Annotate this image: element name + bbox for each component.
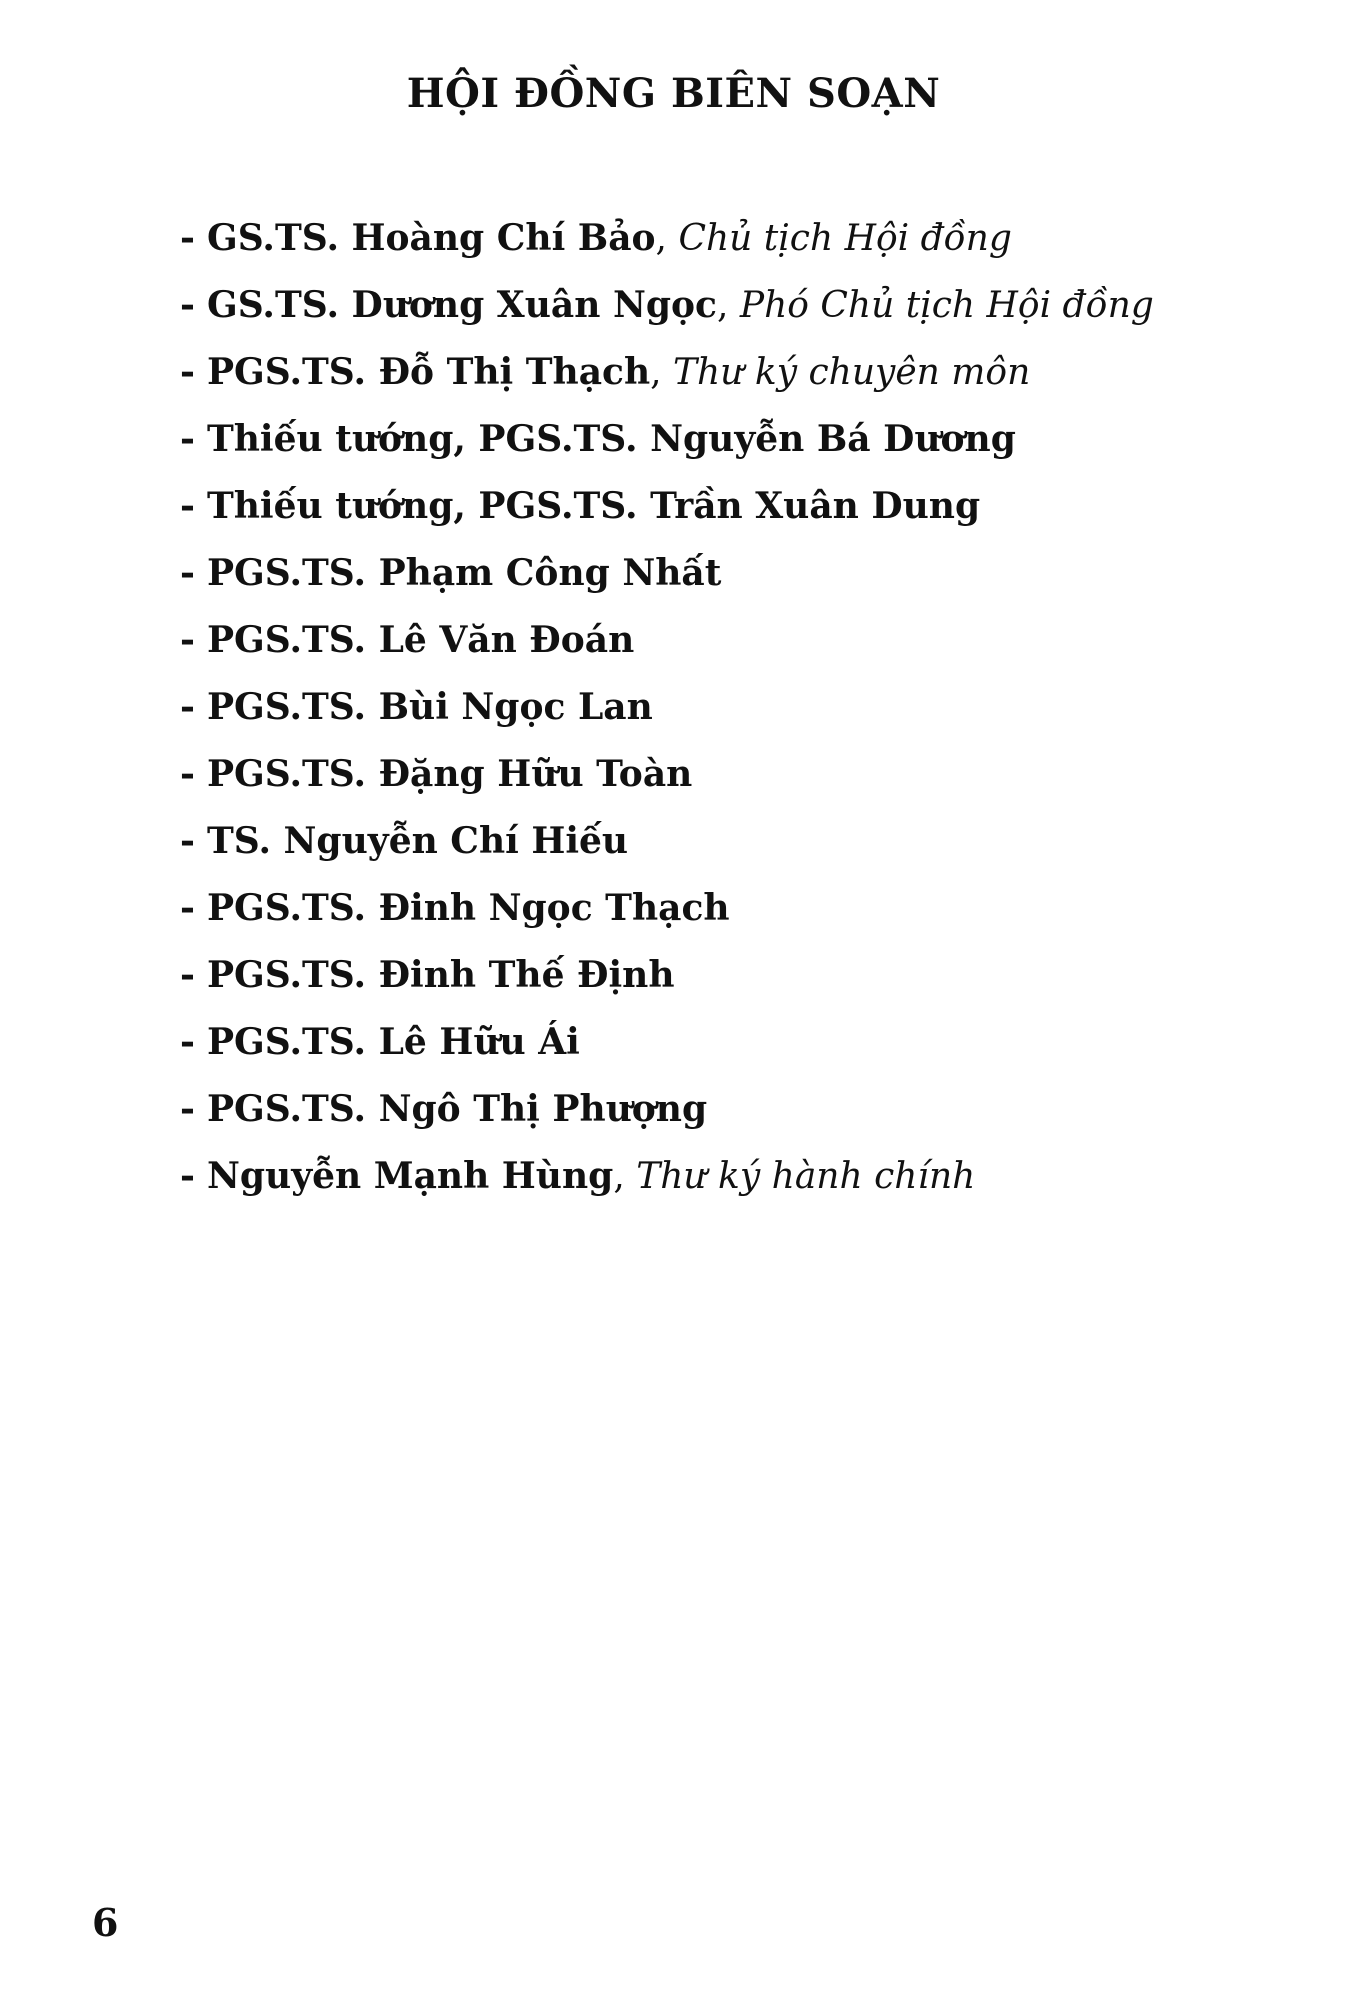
member-name: PGS.TS. Lê Văn Đoán xyxy=(206,619,635,661)
member-name: PGS.TS. Bùi Ngọc Lan xyxy=(206,686,653,728)
member-name: PGS.TS. Lê Hữu Ái xyxy=(206,1021,580,1063)
member-name: PGS.TS. Đặng Hữu Toàn xyxy=(206,753,693,795)
member-name: GS.TS. Dương Xuân Ngọc xyxy=(206,284,717,326)
member-name: TS. Nguyễn Chí Hiếu xyxy=(206,820,629,862)
list-dash: - xyxy=(180,686,195,728)
list-dash: - xyxy=(180,753,195,795)
member-item xyxy=(180,205,1280,272)
member-item xyxy=(180,339,1280,406)
member-name: GS.TS. Hoàng Chí Bảo xyxy=(206,217,656,259)
member-item xyxy=(180,272,1280,339)
page-number: 6 xyxy=(92,1900,119,1945)
member-name: PGS.TS. Ngô Thị Phượng xyxy=(206,1088,708,1130)
list-dash: - xyxy=(180,1155,195,1197)
list-dash: - xyxy=(180,485,195,527)
list-dash: - xyxy=(180,1021,195,1063)
list-dash: - xyxy=(180,954,195,996)
page-title: HỘI ĐỒNG BIÊN SOẠN xyxy=(406,70,941,117)
member-name: PGS.TS. Phạm Công Nhất xyxy=(206,552,722,594)
list-dash: - xyxy=(180,284,195,326)
member-item xyxy=(180,607,1280,674)
list-dash: - xyxy=(180,887,195,929)
member-item xyxy=(180,942,1280,1009)
member-item xyxy=(180,473,1280,540)
member-list xyxy=(180,205,1280,1210)
role-separator: , xyxy=(716,285,740,326)
member-name: Thiếu tướng, PGS.TS. Trần Xuân Dung xyxy=(206,485,981,527)
member-item xyxy=(180,540,1280,607)
member-role: Thư ký hành chính xyxy=(636,1156,976,1197)
member-name: PGS.TS. Đinh Thế Định xyxy=(206,954,675,996)
list-dash: - xyxy=(180,217,195,259)
list-dash: - xyxy=(180,820,195,862)
member-item xyxy=(180,1076,1280,1143)
member-name: Nguyễn Mạnh Hùng xyxy=(206,1155,614,1197)
member-item xyxy=(180,1009,1280,1076)
list-dash: - xyxy=(180,351,195,393)
member-role: Phó Chủ tịch Hội đồng xyxy=(739,285,1154,326)
member-item xyxy=(180,808,1280,875)
role-separator: , xyxy=(655,218,679,259)
member-role: Thư ký chuyên môn xyxy=(673,352,1031,393)
list-dash: - xyxy=(180,552,195,594)
member-item xyxy=(180,406,1280,473)
member-item xyxy=(180,875,1280,942)
list-dash: - xyxy=(180,619,195,661)
member-role: Chủ tịch Hội đồng xyxy=(678,218,1012,259)
role-separator: , xyxy=(613,1156,637,1197)
member-item xyxy=(180,741,1280,808)
member-name: Thiếu tướng, PGS.TS. Nguyễn Bá Dương xyxy=(206,418,1016,460)
list-dash: - xyxy=(180,418,195,460)
role-separator: , xyxy=(650,352,674,393)
list-dash: - xyxy=(180,1088,195,1130)
member-name: PGS.TS. Đinh Ngọc Thạch xyxy=(206,887,730,929)
member-item xyxy=(180,674,1280,741)
member-item xyxy=(180,1143,1280,1210)
member-name: PGS.TS. Đỗ Thị Thạch xyxy=(206,351,651,393)
